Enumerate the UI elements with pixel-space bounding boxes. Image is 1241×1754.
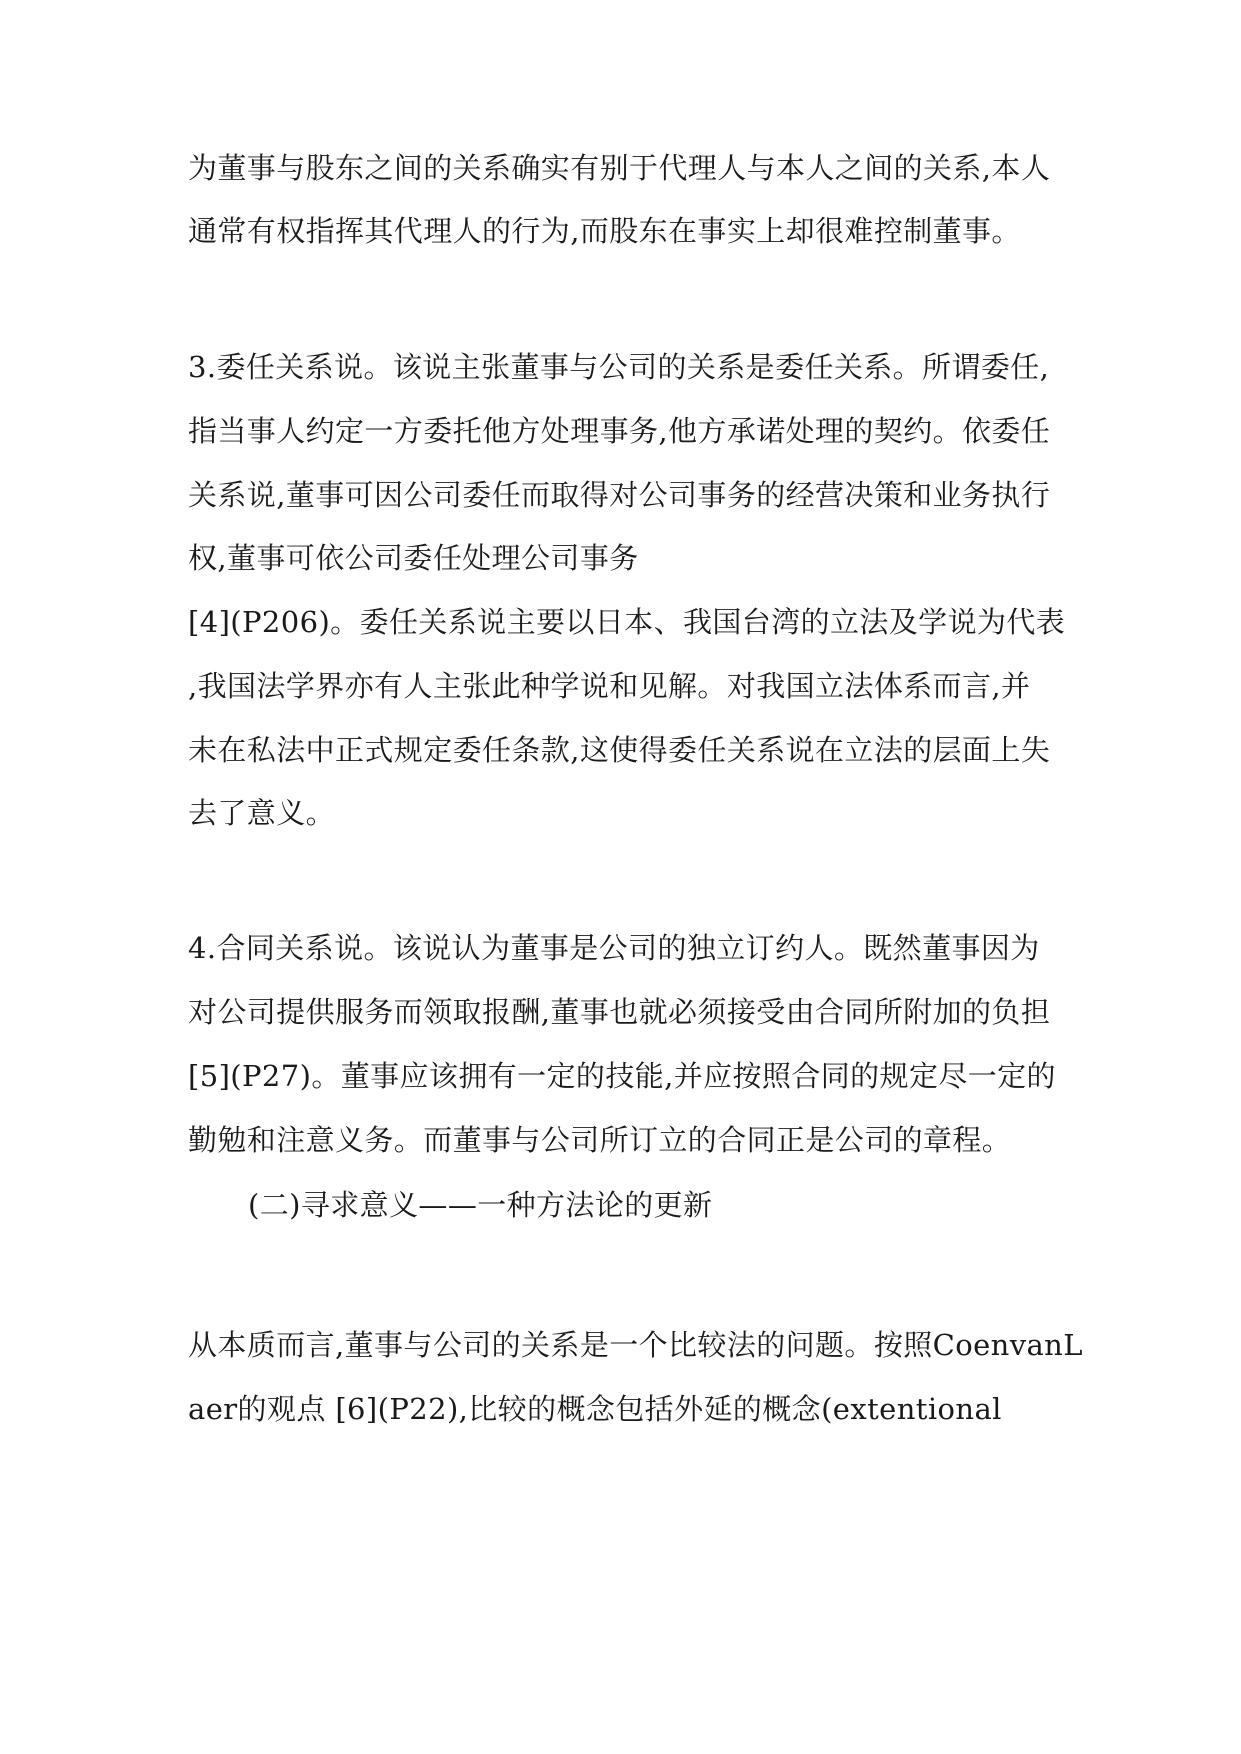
text-line: 去了意义。 [188,796,336,830]
text-line: 从本质而言,董事与公司的关系是一个比较法的问题。按照CoenvanL [188,1328,1083,1362]
text-line: aer的观点 [6](P22),比较的概念包括外延的概念(extentional [188,1392,1002,1426]
text-line: [4](P206)。委任关系说主要以日本、我国台湾的立法及学说为代表 [188,605,1066,639]
text-line: 通常有权指挥其代理人的行为,而股东在事实上却很难控制董事。 [188,214,1021,248]
text-line: ,我国法学界亦有人主张此种学说和见解。对我国立法体系而言,并 [188,669,1031,703]
text-line: 未在私法中正式规定委任条款,这使得委任关系说在立法的层面上失 [188,733,1051,767]
text-line: 指当事人约定一方委托他方处理事务,他方承诺处理的契约。依委任 [188,414,1051,448]
text-line: 权,董事可依公司委任处理公司事务 [188,541,639,575]
text-line: 对公司提供服务而领取报酬,董事也就必须接受由合同所附加的负担 [188,995,1051,1029]
text-line: 4.合同关系说。该说认为董事是公司的独立订约人。既然董事因为 [188,931,1040,965]
section-heading: (二)寻求意义——一种方法论的更新 [248,1188,713,1222]
text-line: 3.委任关系说。该说主张董事与公司的关系是委任关系。所谓委任, [188,350,1050,384]
text-line: [5](P27)。董事应该拥有一定的技能,并应按照合同的规定尽一定的 [188,1059,1056,1093]
text-line: 为董事与股东之间的关系确实有别于代理人与本人之间的关系,本人 [188,151,1051,185]
text-line: 勤勉和注意义务。而董事与公司所订立的合同正是公司的章程。 [188,1123,1012,1157]
text-line: 关系说,董事可因公司委任而取得对公司事务的经营决策和业务执行 [188,478,1051,512]
